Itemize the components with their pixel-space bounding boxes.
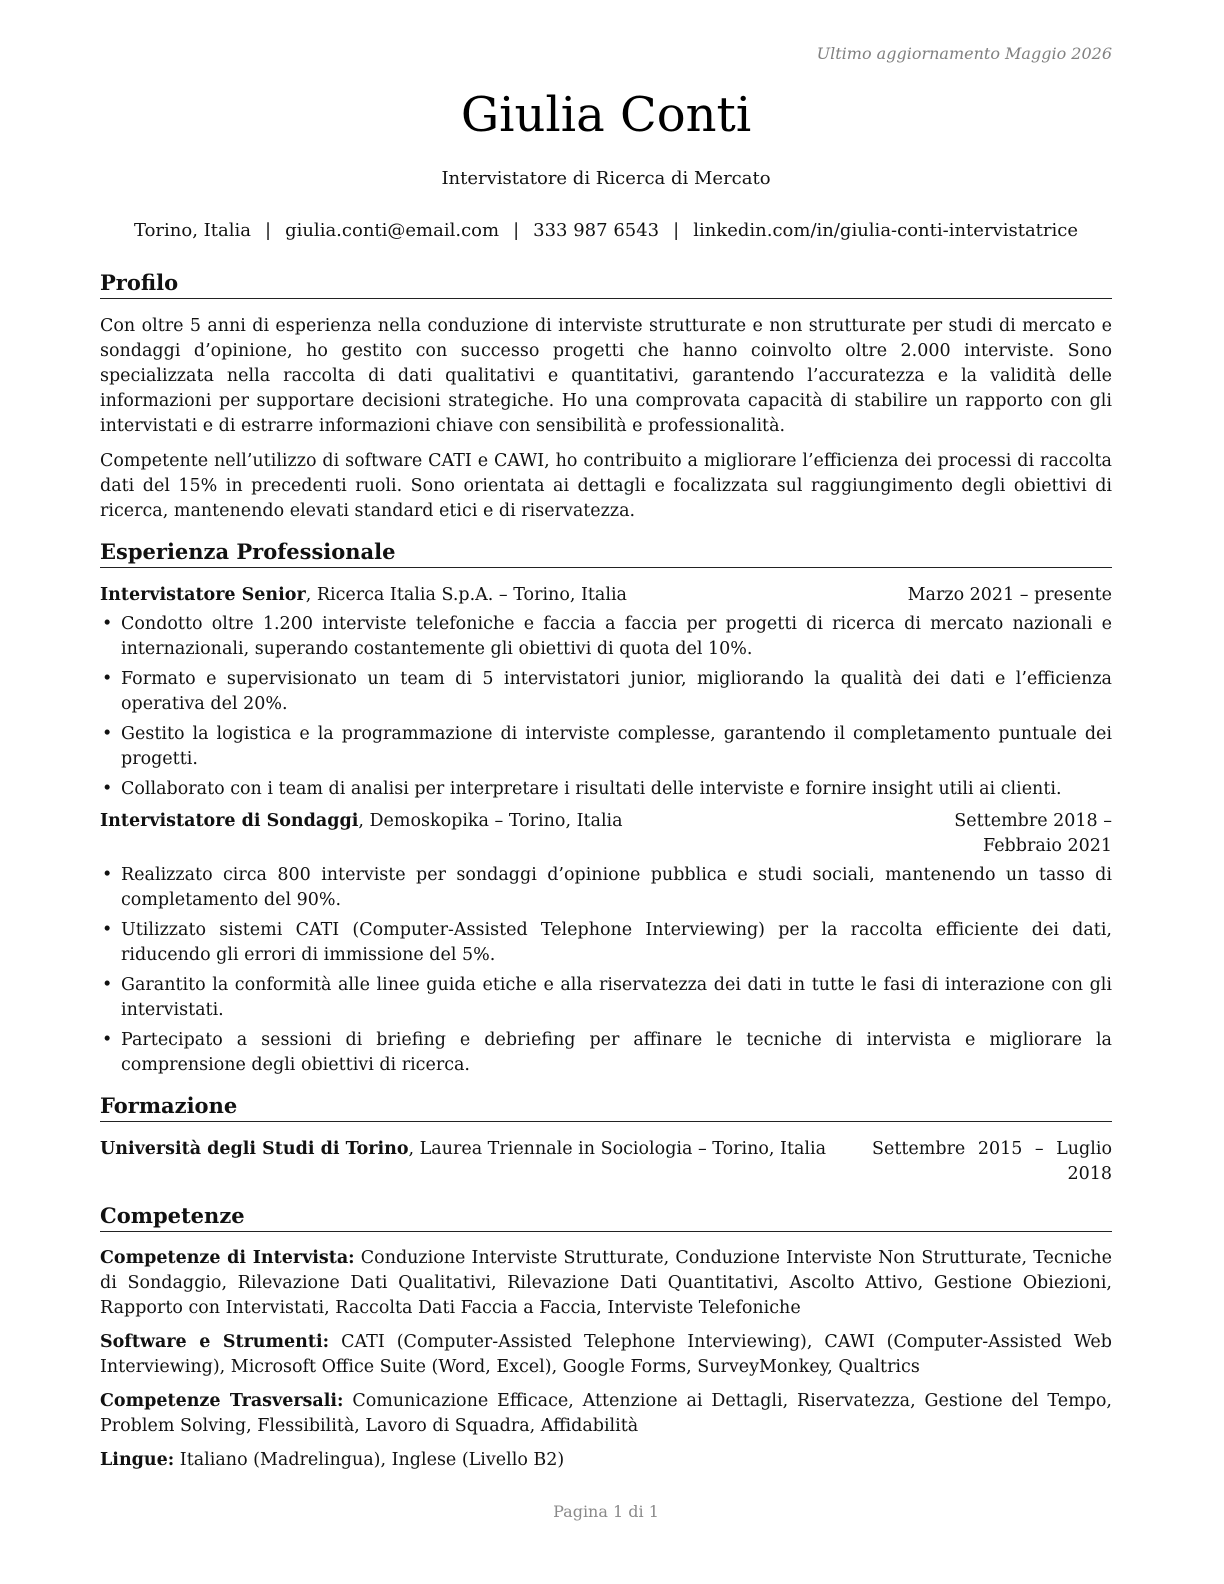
profile-paragraph: Competente nell’utilizzo di software CATI e CAWI, ho contribuito a migliorare l’efficienza dei processi di raccolta dati del 15% in precedenti ruoli. Sono orientata ai dettagli e focalizzata sul raggiungimento degli obiettivi di ricerca, mantenendo elevati standard etici e di riservatezza. (100, 451, 1112, 521)
bullet-icon: • (102, 865, 113, 885)
contact-phone[interactable]: 333 987 6543 (533, 220, 660, 241)
list-item: • Garantito la conformità alle linee guida etiche e alla riservatezza dei dati in tutte le fasi di interazione con gli intervistati. (102, 975, 1112, 1020)
job-company: , Demoskopika – Torino, Italia (358, 811, 623, 831)
section-heading-profile: Profilo (100, 270, 1112, 299)
skill-group-label: Lingue: (100, 1450, 175, 1470)
bullet-icon: • (102, 975, 113, 995)
job-header (100, 809, 1112, 859)
skill-group-text: Comunicazione Efficace, Attenzione ai Dettagli, Riservatezza, Gestione del Tempo, Problem Solving, Flessibilità, Lavoro di Squadra, Affidabilità (100, 1391, 1112, 1436)
section-heading-skills: Competenze (100, 1203, 1112, 1232)
bullet-icon: • (102, 779, 113, 799)
job-header (100, 583, 1112, 608)
bullet-icon: • (102, 1030, 113, 1050)
section-heading-experience: Esperienza Professionale (100, 539, 1112, 568)
candidate-name: Giulia Conti (460, 87, 752, 143)
last-updated: Ultimo aggiornamento Maggio 2026 (816, 44, 1112, 63)
list-item: • Collaborato con i team di analisi per interpretare i risultati delle interviste e fornire insight utili ai clienti. (100, 777, 1112, 802)
education-dates: Settembre 2015 – Luglio 2018 (872, 1139, 1112, 1184)
education-school: Università degli Studi di Torino (100, 1139, 409, 1159)
skill-group-label: Competenze Trasversali: (100, 1391, 344, 1411)
bullet-icon: • (102, 724, 113, 744)
education-degree: , Laurea Triennale in Sociologia – Torino, Italia (408, 1139, 827, 1159)
list-item: • Condotto oltre 1.200 interviste telefoniche e faccia a faccia per progetti di ricerca di mercato nazionali e internazionali, superando costantemente gli obiettivi di quota del 10%. (102, 614, 1112, 659)
section-heading-education: Formazione (100, 1093, 1112, 1122)
job-role: Intervistatore di Sondaggi (100, 811, 359, 831)
job-bullets (100, 612, 1112, 807)
job-dates: Marzo 2021 – presente (907, 585, 1112, 605)
contact-line (100, 220, 1112, 241)
skill-group (100, 1246, 1112, 1321)
skill-group-text: CATI (Computer-Assisted Telephone Interviewing), CAWI (Computer-Assisted Web Interviewing), Microsoft Office Suite (Word, Excel), Google Forms, SurveyMonkey, Qualtrics (100, 1332, 1112, 1377)
list-item: • Formato e supervisionato un team di 5 intervistatori junior, migliorando la qualità dei dati e l’efficienza operativa del 20%. (102, 669, 1112, 714)
candidate-title: Intervistatore di Ricerca di Mercato (441, 168, 771, 189)
skill-group-text: Conduzione Interviste Strutturate, Conduzione Interviste Non Strutturate, Tecniche di Sondaggio, Rilevazione Dati Qualitativi, Rilevazione Dati Quantitativi, Ascolto Attivo, Gestione Obiezioni, Rapporto con Intervistati, Raccolta Dati Faccia a Faccia, Interviste Telefoniche (100, 1248, 1112, 1318)
education-school-degree (100, 1137, 826, 1162)
list-item: • Realizzato circa 800 interviste per sondaggi d’opinione pubblica e studi sociali, mantenendo un tasso di completamento del 90%. (102, 865, 1112, 910)
skill-group-label: Software e Strumenti: (100, 1332, 330, 1352)
contact-separator: | (513, 220, 520, 241)
contact-separator: | (264, 220, 272, 241)
job-role: Intervistatore Senior (100, 585, 306, 605)
skill-group (100, 1330, 1112, 1380)
job-company: , Ricerca Italia S.p.A. – Torino, Italia (305, 585, 627, 605)
list-item: • Gestito la logistica e la programmazione di interviste complesse, garantendo il completamento puntuale dei progetti. (102, 724, 1112, 769)
contact-linkedin[interactable]: linkedin.com/in/giulia-conti-intervistatrice (693, 220, 1079, 241)
skill-group-label: Competenze di Intervista: (100, 1248, 355, 1268)
contact-separator: | (673, 220, 680, 241)
education-entry (100, 1137, 1112, 1187)
page-number: Pagina 1 di 1 (553, 1502, 659, 1521)
job-bullets (100, 863, 1112, 1083)
bullet-icon: • (102, 920, 113, 940)
contact-email[interactable]: giulia.conti@email.com (285, 220, 500, 241)
list-item: • Partecipato a sessioni di briefing e debriefing per affinare le tecniche di intervista e migliorare la comprensione degli obiettivi di ricerca. (102, 1030, 1112, 1075)
list-item: • Utilizzato sistemi CATI (Computer-Assisted Telephone Interviewing) per la raccolta efficiente dei dati, riducendo gli errori di immissione del 5%. (102, 920, 1112, 965)
bullet-icon: • (102, 669, 113, 689)
job-title-company (100, 809, 623, 834)
skill-group (100, 1448, 1112, 1473)
contact-city: Torino, Italia (133, 220, 251, 241)
bullet-icon: • (102, 614, 113, 634)
resume-page (100, 0, 1112, 1584)
skill-group (100, 1389, 1112, 1439)
job-title-company (100, 583, 627, 608)
skill-group-text: Italiano (Madrelingua), Inglese (Livello B2) (174, 1450, 565, 1470)
profile-paragraph: Con oltre 5 anni di esperienza nella conduzione di interviste strutturate e non strutturate per studi di mercato e sondaggi d’opinione, ho gestito con successo progetti che hanno coinvolto oltre 2.000 interviste. Sono specializzata nella raccolta di dati qualitativi e quantitativi, garantendo l’accuratezza e la validità delle informazioni per supportare decisioni strategiche. Ho una comprovata capacità di stabilire un rapporto con gli intervistati e di estrarre informazioni chiave con sensibilità e professionalità. (100, 316, 1112, 436)
job-dates: Settembre 2018 – Febbraio 2021 (954, 811, 1112, 856)
